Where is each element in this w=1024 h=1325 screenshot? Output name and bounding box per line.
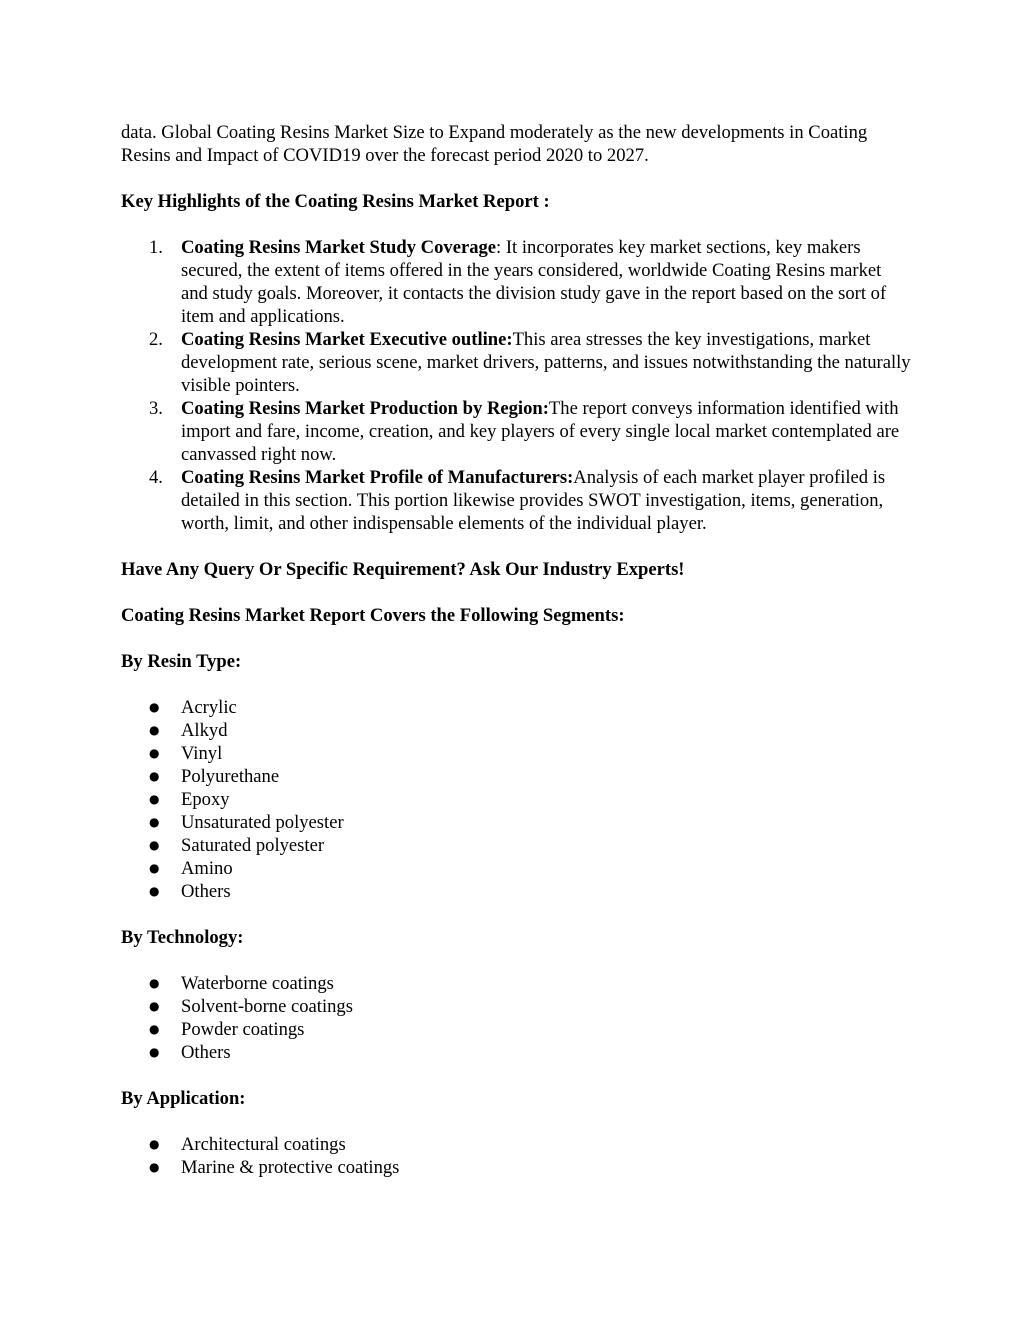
resin-type-heading: By Resin Type: (121, 651, 242, 672)
bullet-icon: ● (149, 815, 160, 829)
bullet-icon: ● (149, 746, 160, 760)
list-item-label: Marine & protective coatings (181, 1157, 400, 1178)
list-item (121, 1018, 911, 1041)
bullet-icon: ● (149, 1022, 160, 1036)
highlight-title: Coating Resins Market Study Coverage (181, 237, 497, 258)
list-item-label: Architectural coatings (181, 1134, 346, 1155)
highlight-title: Coating Resins Market Production by Region: (181, 398, 549, 419)
list-item-label: Acrylic (181, 697, 237, 718)
highlight-title: Coating Resins Market Executive outline: (181, 329, 513, 350)
list-item (121, 765, 911, 788)
key-highlights-heading: Key Highlights of the Coating Resins Market Report : (121, 191, 550, 212)
query-heading: Have Any Query Or Specific Requirement? Ask Our Industry Experts! (121, 559, 685, 580)
list-item-label: Alkyd (181, 720, 228, 741)
highlight-text: This area stresses the key investigations, market development rate, serious scene, market drivers, patterns, and issues notwithstanding the naturally visible pointers. (181, 329, 911, 396)
list-item (121, 834, 911, 857)
bullet-icon: ● (149, 792, 160, 806)
list-item (121, 1133, 911, 1156)
highlight-text: : It incorporates key market sections, key makers secured, the extent of items offered in the years considered, worldwide Coating Resins market and study goals. Moreover, it contacts the division study gave in the report based on the sort of item and applications. (181, 237, 887, 327)
bullet-icon: ● (149, 1160, 160, 1174)
list-item-label: Waterborne coatings (181, 973, 334, 994)
list-item-label: Unsaturated polyester (181, 812, 344, 833)
bullet-icon: ● (149, 723, 160, 737)
list-item (121, 1041, 911, 1064)
list-number: 3. (149, 398, 163, 419)
list-item (121, 880, 911, 903)
list-item (121, 1156, 911, 1179)
technology-heading: By Technology: (121, 927, 244, 948)
list-item (121, 811, 911, 834)
technology-list (121, 972, 911, 1064)
bullet-icon: ● (149, 884, 160, 898)
list-number: 1. (149, 237, 163, 258)
list-item-label: Powder coatings (181, 1019, 305, 1040)
bullet-icon: ● (149, 861, 160, 875)
list-item (121, 742, 911, 765)
list-item (121, 995, 911, 1018)
list-item (121, 788, 911, 811)
list-item (121, 328, 911, 397)
list-item-label: Vinyl (181, 743, 223, 764)
segments-heading: Coating Resins Market Report Covers the Following Segments: (121, 605, 625, 626)
bullet-icon: ● (149, 700, 160, 714)
list-item-label: Others (181, 881, 231, 902)
bullet-icon: ● (149, 976, 160, 990)
bullet-icon: ● (149, 769, 160, 783)
list-item-label: Amino (181, 858, 233, 879)
application-heading: By Application: (121, 1088, 246, 1109)
list-item-label: Polyurethane (181, 766, 280, 787)
list-item-label: Solvent-borne coatings (181, 996, 353, 1017)
list-item-label: Epoxy (181, 789, 230, 810)
highlight-title: Coating Resins Market Profile of Manufacturers: (181, 467, 574, 488)
list-item (121, 972, 911, 995)
highlight-text: Analysis of each market player profiled is detailed in this section. This portion likewise provides SWOT investigation, items, generation, worth, limit, and other indispensable elements of the individual player. (181, 467, 886, 534)
bullet-icon: ● (149, 1137, 160, 1151)
list-item (121, 719, 911, 742)
bullet-icon: ● (149, 999, 160, 1013)
list-number: 2. (149, 329, 163, 350)
list-item (121, 236, 911, 328)
bullet-icon: ● (149, 1045, 160, 1059)
list-item-label: Others (181, 1042, 231, 1063)
highlight-text: The report conveys information identified with import and fare, income, creation, and key players of every single local market contemplated are canvassed right now. (181, 398, 900, 465)
list-number: 4. (149, 467, 163, 488)
list-item (121, 397, 911, 466)
application-list (121, 1133, 911, 1179)
intro-paragraph: data. Global Coating Resins Market Size to Expand moderately as the new developments in Coating Resins and Impact of COVID19 over the forecast period 2020 to 2027. (121, 122, 868, 166)
list-item (121, 857, 911, 880)
document-page (121, 121, 911, 1202)
list-item (121, 696, 911, 719)
list-item-label: Saturated polyester (181, 835, 325, 856)
resin-type-list (121, 696, 911, 903)
key-highlights-list (121, 236, 911, 535)
list-item (121, 466, 911, 535)
bullet-icon: ● (149, 838, 160, 852)
